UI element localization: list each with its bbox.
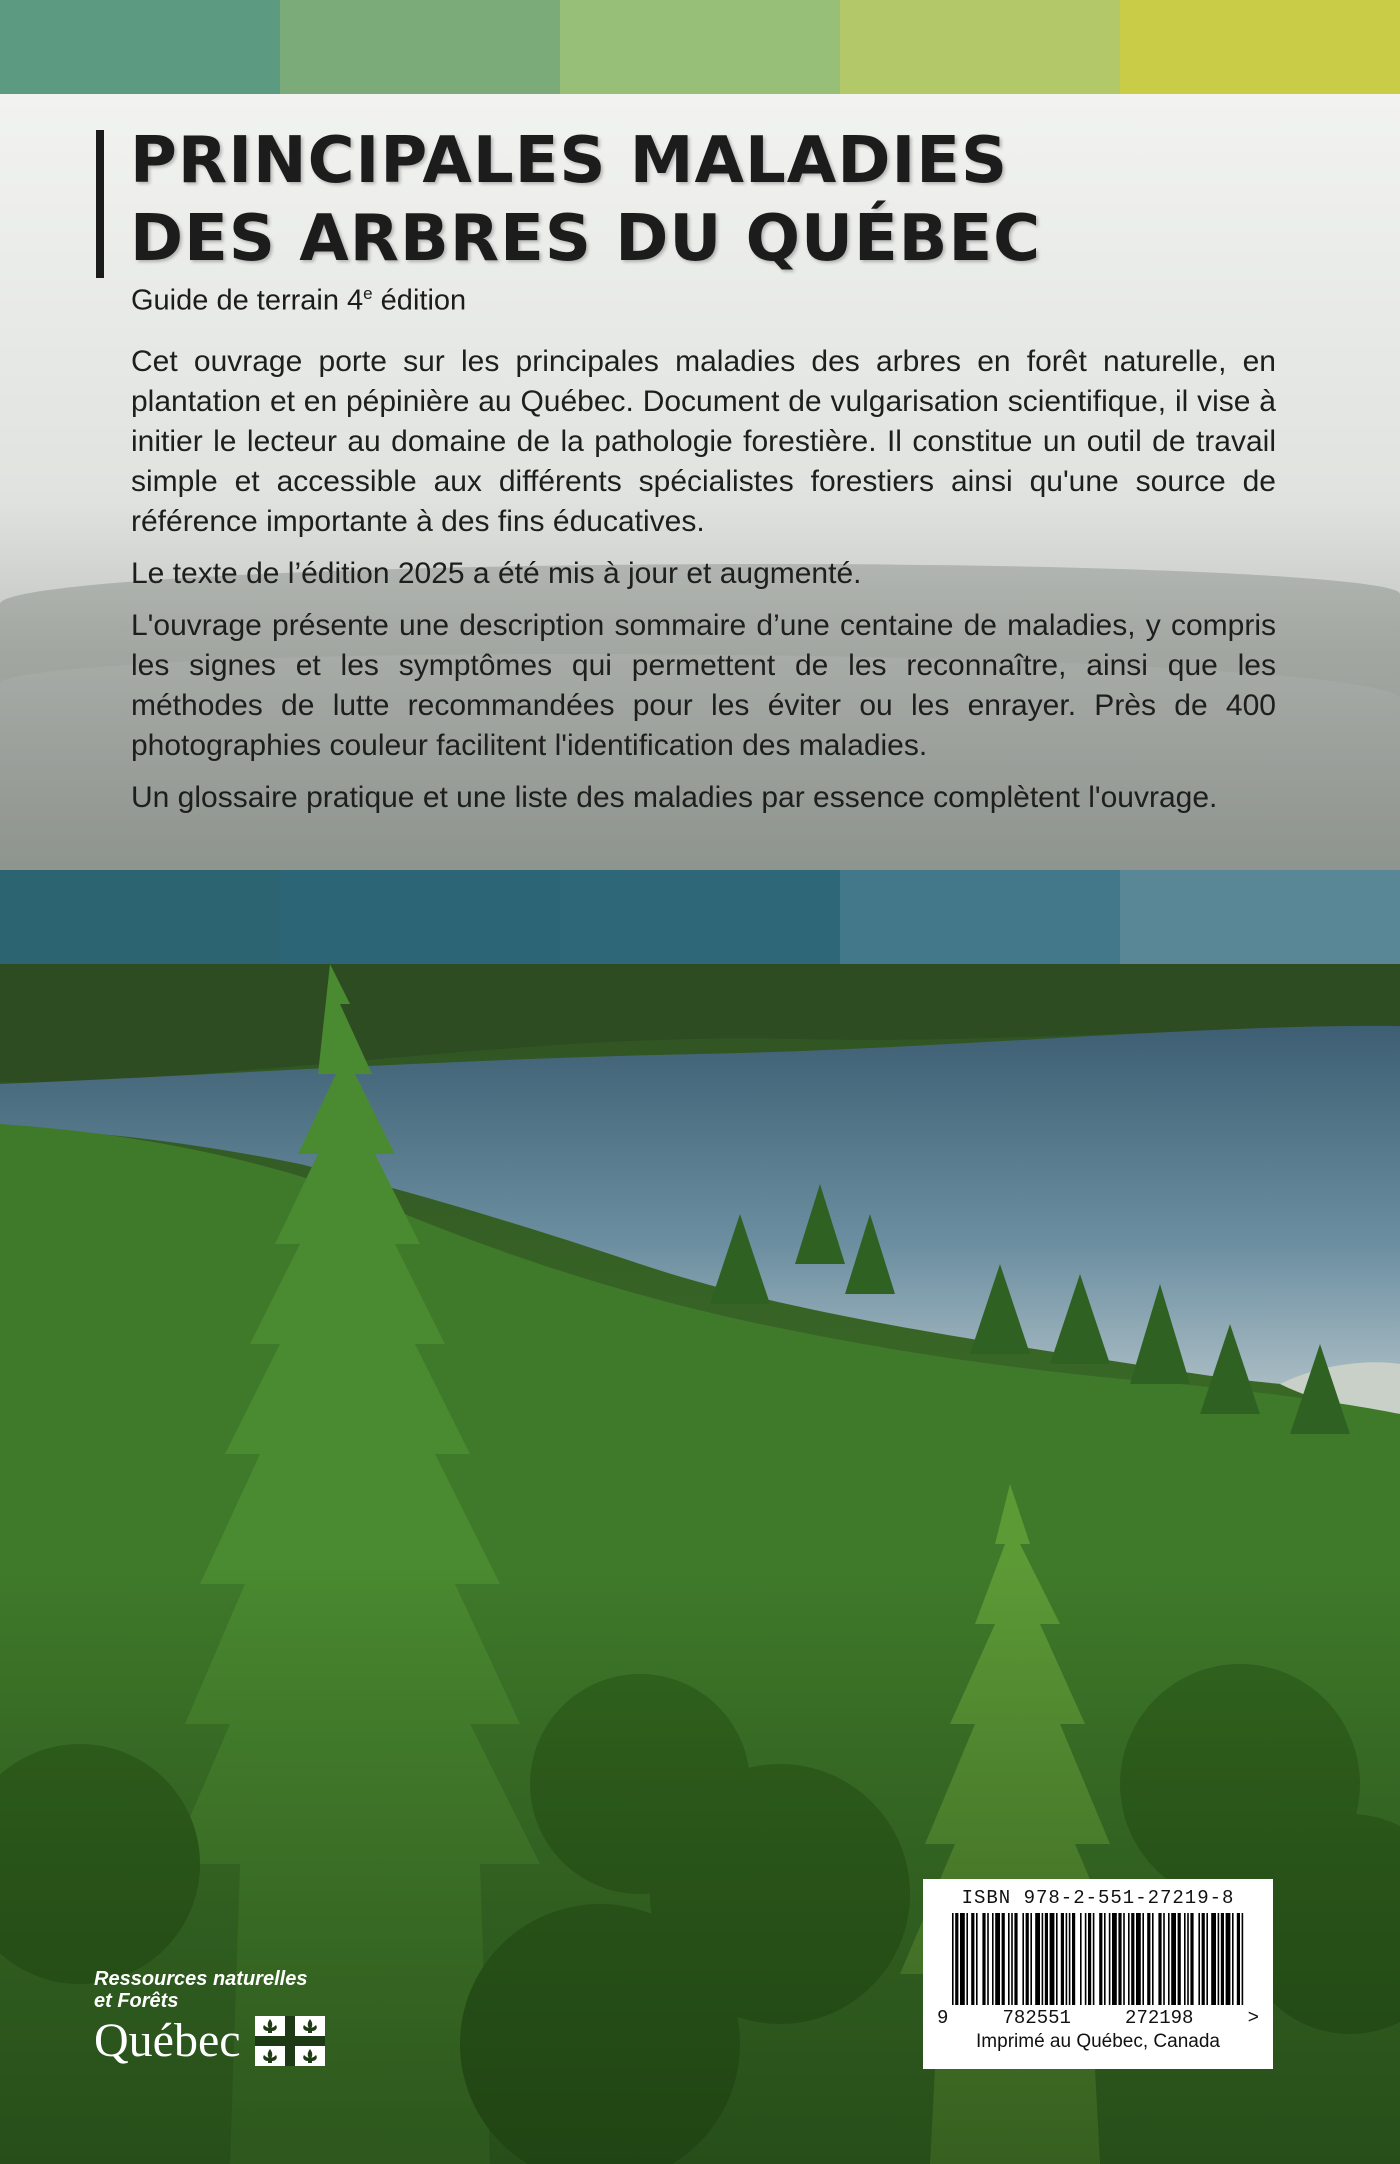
barcode-bar	[1242, 1913, 1244, 2005]
ministry-name-line-2: et Forêts	[94, 1990, 179, 2012]
barcode-bar	[952, 1913, 954, 2005]
top-band-swatch-3	[560, 0, 840, 94]
barcode-bar	[1158, 1913, 1161, 2005]
barcode-bar	[1123, 1913, 1125, 2005]
barcode-bar	[1066, 1913, 1068, 2005]
barcode-bar	[1093, 1913, 1095, 2005]
barcode-digit-group-2: 272198	[1125, 2007, 1194, 2029]
barcode-bar	[1131, 1913, 1134, 2005]
description-paragraph-2: Le texte de l’édition 2025 a été mis à jour et augmenté.	[131, 557, 862, 590]
barcode-bar	[1142, 1913, 1144, 2005]
barcode-bar	[1218, 1913, 1220, 2005]
barcode-bar	[1088, 1913, 1091, 2005]
barcode-bar	[1163, 1913, 1165, 2005]
barcode-bar	[1011, 1913, 1013, 2005]
barcode-bar	[1118, 1913, 1121, 2005]
description-paragraph-1: Cet ouvrage porte sur les principales maladies des arbres en forêt naturelle, en plantation et en pépinière au Québec. Document de vulgarisation scientifique, il vise à initier le lecteur au domaine de la pathologie forestière. Il constitue un outil de travail simple et accessible aux différents spécialistes forestiers ainsi qu'une source de référence importante à des fins éducatives.	[131, 345, 1276, 538]
barcode-bar	[1002, 1913, 1005, 2005]
barcode-bar	[1045, 1913, 1048, 2005]
barcode-digit-first: 9	[937, 2007, 949, 2029]
top-band-swatch-4	[840, 0, 1120, 94]
barcode-bar	[992, 1913, 994, 2005]
barcode-bar	[1178, 1913, 1181, 2005]
barcode-bar	[1042, 1913, 1044, 2005]
barcode-bar	[1061, 1913, 1064, 2005]
barcode-bar	[1221, 1913, 1224, 2005]
barcode-bar	[1050, 1913, 1055, 2005]
barcode-bar	[1190, 1913, 1193, 2005]
barcode-bar	[1202, 1913, 1205, 2005]
barcode-bar	[1226, 1913, 1231, 2005]
barcode-bars	[948, 1913, 1248, 2005]
quebec-wordmark: Québec	[94, 2014, 241, 2067]
barcode-bar	[960, 1913, 965, 2005]
barcode-bar	[1099, 1913, 1102, 2005]
barcode-bar	[1187, 1913, 1189, 2005]
book-subtitle	[131, 284, 466, 318]
top-band-swatch-2	[280, 0, 560, 94]
barcode-bar	[1206, 1913, 1208, 2005]
barcode-bar	[1198, 1913, 1200, 2005]
barcode-digit-group-1: 782551	[1002, 2007, 1071, 2029]
barcode-bar	[955, 1913, 958, 2005]
barcode-digit-end: >	[1247, 2007, 1259, 2029]
barcode-bar	[1168, 1913, 1170, 2005]
top-band-swatch-5	[1120, 0, 1400, 94]
isbn-number: ISBN 978-2-551-27219-8	[961, 1887, 1235, 1909]
top-color-band	[0, 0, 1400, 94]
fleur-de-lis-flag-icon	[255, 2016, 325, 2066]
mid-band-swatch-1	[0, 870, 280, 964]
barcode-bar	[1171, 1913, 1176, 2005]
book-title-line-2: DES ARBRES DU QUÉBEC	[130, 202, 1042, 276]
description-paragraph-3: L'ouvrage présente une description sommaire d’une centaine de maladies, y compris les signes et les symptômes qui permettent de les reconnaître, ainsi que les méthodes de lutte recommandées pour les éviter ou les enrayer. Près de 400 photographies couleur facilitent l'identification des maladies.	[131, 609, 1276, 762]
barcode-bar	[1085, 1913, 1087, 2005]
ministry-logo	[94, 1968, 325, 2068]
barcode-bar	[1056, 1913, 1058, 2005]
printed-in-label: Imprimé au Québec, Canada	[976, 2031, 1220, 2052]
barcode-bar	[1237, 1913, 1240, 2005]
mid-band-swatch-4	[840, 870, 1120, 964]
barcode-bar	[1152, 1913, 1154, 2005]
book-title	[130, 122, 1041, 278]
barcode-bar	[1014, 1913, 1017, 2005]
barcode-bar	[1211, 1913, 1216, 2005]
isbn-barcode-box	[923, 1879, 1273, 2069]
title-rule	[96, 130, 104, 278]
subtitle-suffix: édition	[372, 284, 467, 317]
ministry-name-line-1: Ressources naturelles	[94, 1968, 308, 1990]
subtitle-superscript: e	[363, 284, 373, 303]
mid-band-swatch-2	[280, 870, 560, 964]
barcode-bar	[1026, 1913, 1029, 2005]
barcode-bar	[1112, 1913, 1117, 2005]
barcode-bar	[976, 1913, 978, 2005]
barcode-bar	[1030, 1913, 1032, 2005]
mid-band-swatch-5	[1120, 870, 1400, 964]
mid-band-swatch-3	[560, 870, 840, 964]
barcode-bar	[1072, 1913, 1075, 2005]
barcode-bar	[1104, 1913, 1106, 2005]
barcode-bar	[971, 1913, 974, 2005]
barcode-bar	[1232, 1913, 1234, 2005]
barcode-bar	[1128, 1913, 1130, 2005]
barcode-bar	[1147, 1913, 1150, 2005]
ministry-name	[94, 1968, 325, 2012]
top-band-swatch-1	[0, 0, 280, 94]
barcode-bar	[1080, 1913, 1082, 2005]
middle-color-band	[0, 870, 1400, 964]
barcode-bar	[1022, 1913, 1024, 2005]
barcode-bar	[1069, 1913, 1071, 2005]
barcode-bar	[987, 1913, 989, 2005]
barcode-bar	[1136, 1913, 1141, 2005]
barcode-bar	[982, 1913, 985, 2005]
barcode-digits	[937, 2007, 1259, 2029]
foreground-shadow	[0, 1564, 1400, 2164]
barcode-bar	[1008, 1913, 1010, 2005]
book-title-line-1: PRINCIPALES MALADIES	[130, 124, 1009, 198]
barcode-bar	[1184, 1913, 1186, 2005]
barcode-bar	[1109, 1913, 1111, 2005]
quebec-wordmark-row	[94, 2014, 325, 2068]
barcode-bar	[966, 1913, 968, 2005]
description-paragraph-4: Un glossaire pratique et une liste des maladies par essence complètent l'ouvrage.	[131, 781, 1218, 814]
book-description	[131, 342, 1276, 830]
barcode-bar	[1035, 1913, 1040, 2005]
barcode-bar	[995, 1913, 1000, 2005]
subtitle-prefix: Guide de terrain 4	[131, 284, 364, 317]
